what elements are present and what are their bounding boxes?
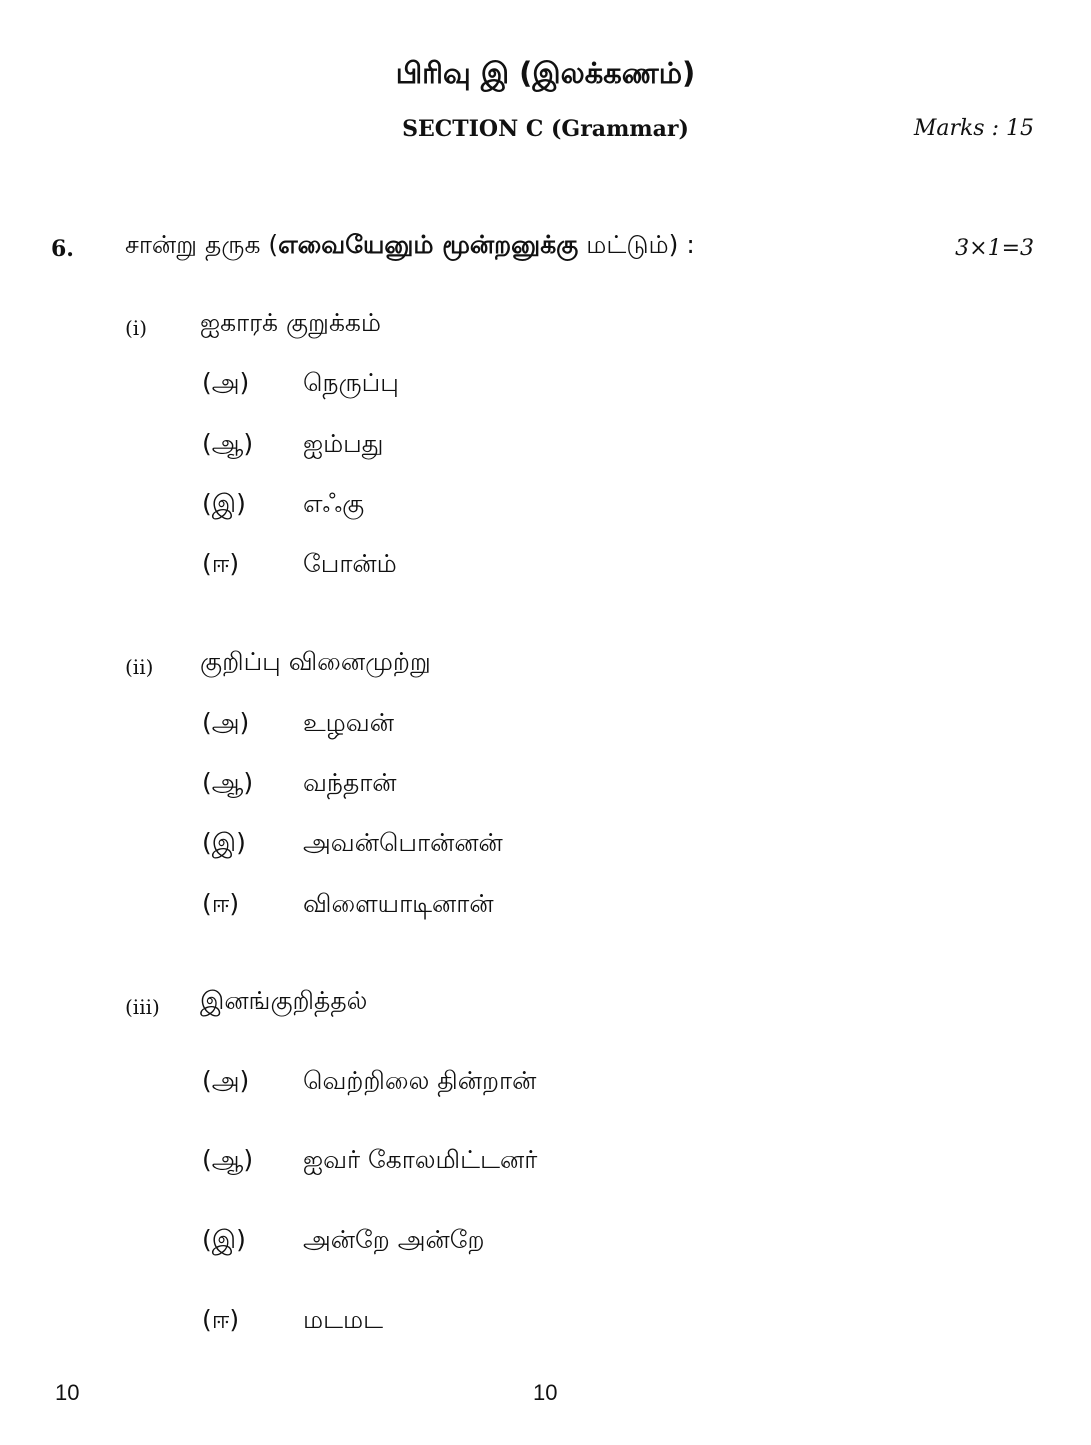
option-label: (ஈ) bbox=[202, 889, 240, 918]
page-title: பிரிவு இ (இலக்கணம்) bbox=[395, 56, 696, 90]
option-text: எஃகு bbox=[303, 489, 365, 518]
footer-page-center: 10 bbox=[533, 1380, 558, 1405]
option-text: அவன்பொன்னன் bbox=[303, 828, 503, 857]
section-marks: Marks : 15 bbox=[913, 116, 1034, 141]
question-marks: 3×1=3 bbox=[955, 236, 1034, 261]
option-text: உழவன் bbox=[303, 708, 394, 737]
part-number: (i) bbox=[125, 316, 148, 340]
option-label: (ஈ) bbox=[202, 1305, 240, 1334]
part-heading: குறிப்பு வினைமுற்று bbox=[200, 647, 431, 676]
option-text: ஐம்பது bbox=[303, 429, 384, 458]
option-label: (அ) bbox=[202, 368, 250, 397]
part-heading: இனங்குறித்தல் bbox=[200, 986, 368, 1015]
question-text bbox=[125, 230, 695, 263]
option-label: (அ) bbox=[202, 1066, 250, 1095]
part-number: (ii) bbox=[125, 655, 154, 679]
option-text: போன்ம் bbox=[303, 549, 397, 578]
option-label: (இ) bbox=[202, 489, 246, 518]
option-label: (ஆ) bbox=[202, 429, 254, 458]
question-number: 6. bbox=[51, 236, 74, 262]
option-text: நெருப்பு bbox=[303, 368, 399, 397]
footer-page-left: 10 bbox=[55, 1380, 80, 1405]
question-text-suffix: மட்டும்) : bbox=[578, 230, 695, 259]
option-label: (அ) bbox=[202, 708, 250, 737]
option-text: வெற்றிலை தின்றான் bbox=[303, 1066, 537, 1095]
option-text: அன்றே அன்றே bbox=[303, 1225, 485, 1254]
option-label: (ஈ) bbox=[202, 549, 240, 578]
part-number: (iii) bbox=[125, 995, 160, 1019]
part-heading: ஐகாரக் குறுக்கம் bbox=[200, 308, 382, 337]
question-text-bold: எவையேனும் மூன்றனுக்கு bbox=[278, 230, 579, 259]
question-text-prefix: சான்று தருக ( bbox=[125, 230, 279, 259]
option-text: வந்தான் bbox=[303, 768, 397, 797]
option-text: ஐவர் கோலமிட்டனர் bbox=[303, 1145, 538, 1174]
option-text: மடமட bbox=[303, 1305, 384, 1334]
option-label: (ஆ) bbox=[202, 1145, 254, 1174]
option-text: விளையாடினான் bbox=[303, 889, 494, 918]
option-label: (இ) bbox=[202, 828, 246, 857]
section-heading: SECTION C (Grammar) bbox=[402, 116, 689, 142]
option-label: (ஆ) bbox=[202, 768, 254, 797]
option-label: (இ) bbox=[202, 1225, 246, 1254]
